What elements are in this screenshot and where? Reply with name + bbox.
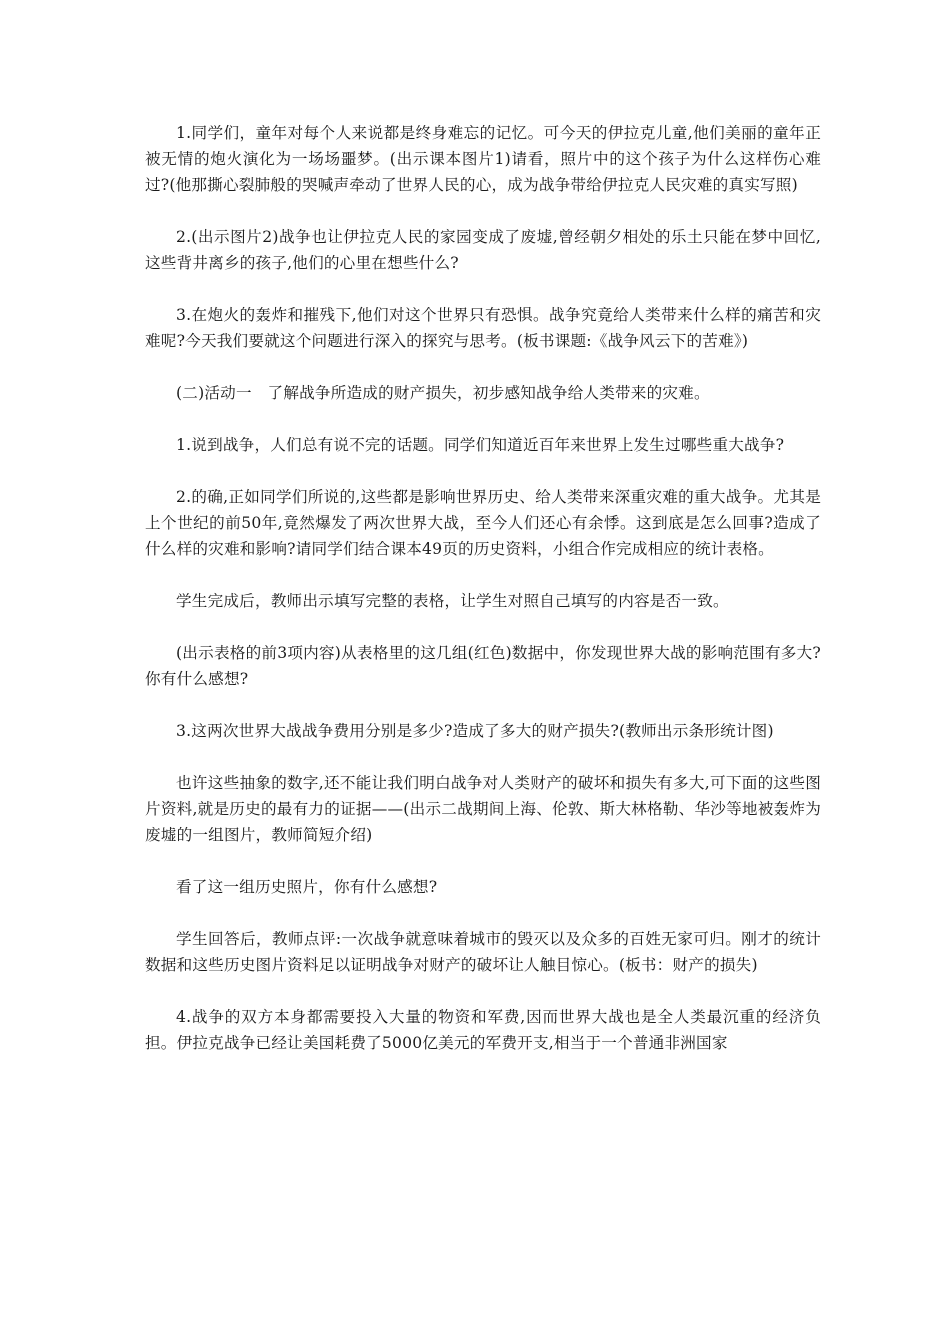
paragraph-4: 1.说到战争，人们总有说不完的话题。同学们知道近百年来世界上发生过哪些重大战争? [176, 436, 785, 454]
paragraph-6: 学生完成后，教师出示填写完整的表格，让学生对照自己填写的内容是否一致。 [176, 592, 729, 610]
paragraph-10: 看了这一组历史照片，你有什么感想? [176, 878, 438, 896]
paragraph-11: 学生回答后，教师点评:一次战争就意味着城市的毁灭以及众多的百姓无家可归。刚才的统计数据和这些历史图片资料足以证明战争对财产的破坏让人触目惊心。(板书：财产的损失) [145, 930, 821, 974]
document-body [145, 120, 821, 1082]
paragraph-12: 4.战争的双方本身都需要投入大量的物资和军费,因而世界大战也是全人类最沉重的经济负担。伊拉克战争已经让美国耗费了5000亿美元的军费开支,相当于一个普通非洲国家 [145, 1008, 821, 1052]
section-heading-activity-one: (二)活动一 了解战争所造成的财产损失，初步感知战争给人类带来的灾难。 [176, 384, 710, 402]
paragraph-2: 2.(出示图片2)战争也让伊拉克人民的家园变成了废墟,曾经朝夕相处的乐土只能在梦中回忆,这些背井离乡的孩子,他们的心里在想些什么? [145, 228, 821, 272]
paragraph-7: (出示表格的前3项内容)从表格里的这几组(红色)数据中，你发现世界大战的影响范围有多大?你有什么感想? [145, 644, 821, 688]
paragraph-8: 3.这两次世界大战战争费用分别是多少?造成了多大的财产损失?(教师出示条形统计图) [176, 722, 774, 740]
paragraph-5: 2.的确,正如同学们所说的,这些都是影响世界历史、给人类带来深重灾难的重大战争。尤其是上个世纪的前50年,竟然爆发了两次世界大战，至今人们还心有余悸。这到底是怎么回事?造成了什么样的灾难和影响?请同学们结合课本49页的历史资料，小组合作完成相应的统计表格。 [145, 488, 821, 558]
paragraph-1: 1.同学们，童年对每个人来说都是终身难忘的记忆。可今天的伊拉克儿童,他们美丽的童年正被无情的炮火演化为一场场噩梦。(出示课本图片1)请看，照片中的这个孩子为什么这样伤心难过?(他那撕心裂肺般的哭喊声牵动了世界人民的心，成为战争带给伊拉克人民灾难的真实写照) [145, 124, 821, 194]
paragraph-3: 3.在炮火的轰炸和摧残下,他们对这个世界只有恐惧。战争究竟给人类带来什么样的痛苦和灾难呢?今天我们要就这个问题进行深入的探究与思考。(板书课题:《战争风云下的苦难》) [145, 306, 821, 350]
paragraph-9: 也许这些抽象的数字,还不能让我们明白战争对人类财产的破坏和损失有多大,可下面的这些图片资料,就是历史的最有力的证据——(出示二战期间上海、伦敦、斯大林格勒、华沙等地被轰炸为废墟的一组图片，教师简短介绍) [145, 774, 821, 844]
